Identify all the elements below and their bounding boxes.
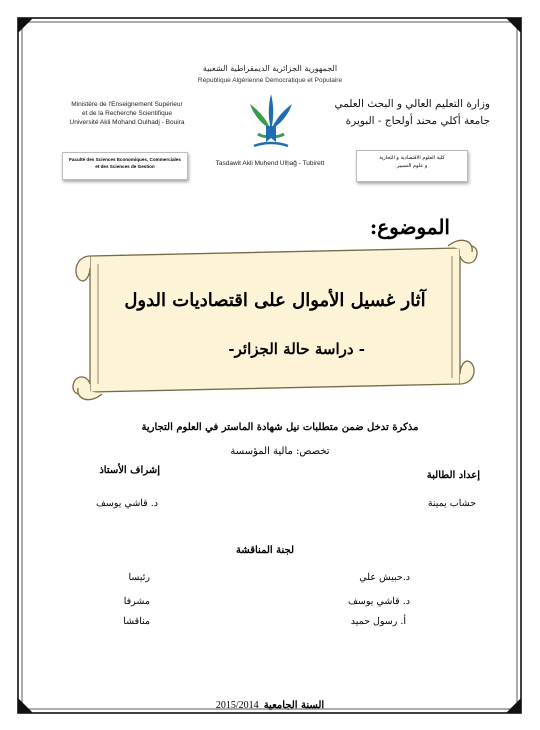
student-name: حشاب يمينة (427, 498, 476, 509)
academic-year-label: السنة الجامعية (263, 700, 325, 711)
specialty: تخصص: مالية المؤسسة (230, 446, 330, 457)
supervisor-name: د. قاشي يوسف (96, 498, 158, 509)
subject-label: الموضوع: (369, 215, 450, 239)
faculty-line: et des Sciences de Gestion (95, 164, 155, 169)
prepared-by-label: إعداد الطالبة (426, 470, 480, 481)
committee-member-name: د.حبيش علي (359, 572, 410, 583)
academic-year-value: 2015/2014 (215, 700, 259, 711)
faculty-box-french (62, 152, 188, 180)
academic-year (200, 693, 340, 712)
ministry-block-french (48, 100, 206, 127)
faculty-line: و علوم التسيير (396, 163, 428, 169)
committee-member-role: مناقشا (123, 616, 150, 627)
faculty-line: كلية العلوم الاقتصادية و التجارية (379, 155, 445, 161)
committee-member-name: أ. رسول حميد (350, 616, 406, 627)
committee-member-role: رئيسا (128, 572, 150, 583)
memo-statement: مذكرة تدخل ضمن متطلبات نيل شهادة الماستر في العلوم التجارية (141, 422, 419, 433)
ministry-line: وزارة التعليم العالي و البحث العلمي (334, 98, 490, 110)
committee-title: لجنة المناقشة (235, 545, 295, 556)
faculty-box-arabic (356, 150, 468, 182)
republic-name-arabic: الجمهورية الجزائرية الديمقراطية الشعبية (202, 64, 338, 73)
university-logo (240, 90, 302, 152)
ministry-block-arabic (330, 96, 490, 130)
committee-member-name: د. قاشي يوسف (348, 596, 410, 607)
faculty-line: Faculté des Sciences Economiques, Commerciales (69, 157, 181, 162)
university-line: Université Akli Mohand Oulhadj - Bouira (69, 119, 185, 126)
supervisor-label: إشراف الأستاذ (99, 465, 160, 476)
thesis-title-line1: آثار غسيل الأموال على اقتصاديات الدول (124, 290, 426, 311)
thesis-title-line2: - دراسة حالة الجزائر- (228, 340, 365, 358)
ministry-line: Ministère de l'Enseignement Supérieur (71, 101, 183, 108)
title-scroll-frame (68, 234, 482, 406)
committee-member-role: مشرفا (123, 596, 150, 607)
logo-caption: Tasdawit Akli Muḥend Ulḥağ - Tubirett (215, 160, 325, 167)
republic-name-french: République Algérienne Démocratique et Populaire (197, 77, 343, 84)
university-line: جامعة أكلي محند أولحاج - البويرة (345, 115, 490, 127)
ministry-line: et de la Recherche Scientifique (82, 110, 172, 117)
